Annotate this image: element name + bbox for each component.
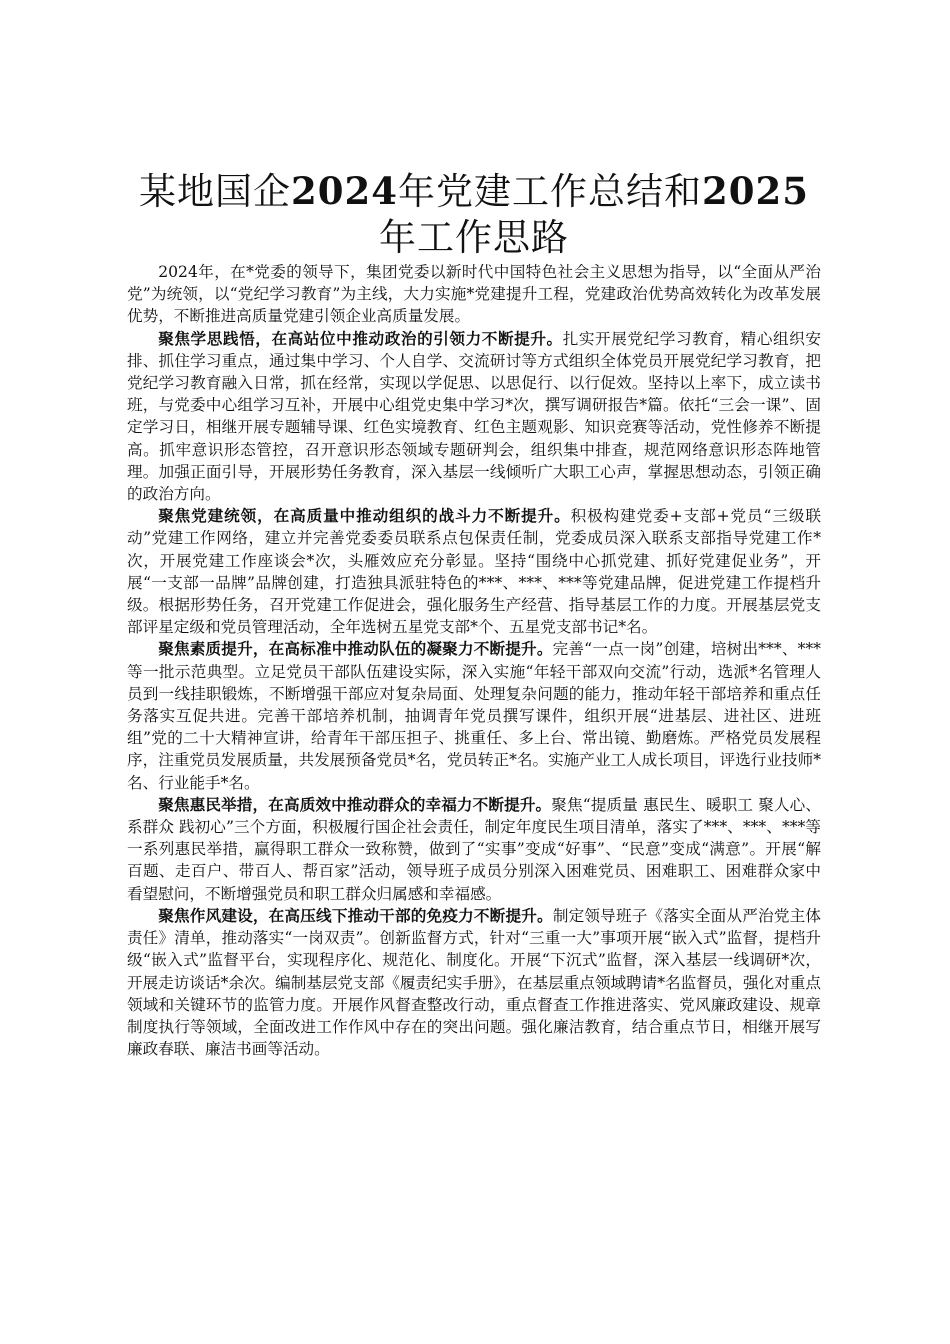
section-body-3: 完善“一点一岗”创建，培树出***、***等一批示范典型。立足党员干部队伍建设实际，深入实施“年轻干部双向交流”行动，选派*名管理人员到一线挂职锻炼，不断增强干部应对复杂局面、处理复杂问题的能力，推动年轻干部培养和重点任务落实互促共进。完善干部培养机制，抽调青年党员撰写课件，组织开展“进基层、进社区、进班组”党的二十大精神宣讲，给青年干部压担子、挑重任、多上台、常出镜、勤磨炼。严格党员发展程序，注重党员发展质量，共发展预备党员*名，党员转正*名。实施产业工人成长项目，评选行业技师*名、行业能手*名。	[127, 640, 821, 792]
section-heading-2: 聚焦党建统领，在高质量中推动组织的战斗力不断提升。	[158, 506, 571, 526]
section-body-2: 积极构建党委+支部+党员“三级联动”党建工作网络，建立并完善党委委员联系点包保责任制，党委成员深入联系支部指导党建工作*次，开展党建工作座谈会*次，头雁效应充分彰显。坚持“围绕中心抓党建、抓好党建促业务”，开展“一支部一品牌”品牌创建，打造独具派驻特色的***、***、***等党建品牌，促进党建工作提档升级。根据形势任务，召开党建工作促进会，强化服务生产经营、指导基层工作的力度。开展基层党支部评星定级和党员管理活动，全年选树五星党支部*个、五星党支部书记*名。	[127, 507, 821, 637]
section-heading-1: 聚焦学思践悟，在高站位中推动政治的引领力不断提升。	[158, 328, 563, 348]
section-body-5: 制定领导班子《落实全面从严治党主体责任》清单，推动落实“一岗双责”。创新监督方式，针对“三重一大”事项开展“嵌入式”监督，提档升级“嵌入式”监督平台，实现程序化、规范化、制度化。开展“下沉式”监督，深入基层一线调研*次，开展走访谈话*余次。编制基层党支部《履责纪实手册》，在基层重点领域聘请*名监督员，强化对重点领域和关键环节的监管力度。开展作风督查整改行动，重点督查工作推进落实、党风廉政建设、规章制度执行等领域，全面改进工作作风中存在的突出问题。强化廉洁教育，结合重点节日，相继开展写廉政春联、廉洁书画等活动。	[127, 906, 821, 1059]
section-body-4: 聚焦“提质量 惠民生、暖职工 聚人心、系群众 践初心”三个方面，积极履行国企社会责任，制定年度民生项目清单，落实了***、***、***等一系列惠民举措，赢得职工群众一致称赞，做到了“实事”变成“好事”、“民意”变成“满意”。开展“解百题、走百户、带百人、帮百家”活动，领导班子成员分别深入困难党员、困难职工、困难群众家中看望慰问，不断增强党员和职工群众归属感和幸福感。	[127, 795, 821, 903]
section-heading-3: 聚焦素质提升，在高标准中推动队伍的凝聚力不断提升。	[158, 639, 553, 659]
title-year-2024: 2024	[291, 169, 398, 213]
document-page	[127, 168, 821, 1060]
section-body-1: 扎实开展党纪学习教育，精心组织安排、抓住学习重点，通过集中学习、个人自学、交流研讨等方式组织全体党员开展党纪学习教育，把党纪学习教育融入日常，抓在经常，实现以学促思、以思促行、以行促效。坚持以上率下，成立读书班，与党委中心组学习互补，开展中心组党史集中学习*次，撰写调研报告*篇。依托“三会一课”、固定学习日，相继开展专题辅导课、红色实境教育、红色主题观影、知识竞赛等活动，党性修养不断提高。抓牢意识形态管控，召开意识形态领域专题研判会，组织集中排查，规范网络意识形态阵地管理。加强正面引导，开展形势任务教育，深入基层一线倾听广大职工心声，掌握思想动态，引领正确的政治方向。	[127, 329, 821, 504]
title-part-1: 某地国企	[139, 170, 292, 213]
section-heading-5: 聚焦作风建设，在高压线下推动干部的免疫力不断提升。	[158, 905, 553, 925]
section-paragraph-3	[127, 638, 821, 793]
title-year-2025: 2025	[702, 169, 809, 213]
intro-paragraph: 2024年，在*党委的领导下，集团党委以新时代中国特色社会主义思想为指导，以“全面从严治党”为统领，以“党纪学习教育”为主线，大力实施*党建提升工程，党建政治优势高效转化为改革发展优势，不断推进高质量党建引领企业高质量发展。	[127, 263, 821, 326]
section-paragraph-1	[127, 328, 821, 506]
document-title	[127, 168, 821, 261]
title-part-2: 年党建工作总结和	[398, 170, 702, 213]
title-part-3: 年工作思路	[379, 216, 569, 259]
section-paragraph-2	[127, 505, 821, 638]
section-paragraph-5	[127, 905, 821, 1060]
section-paragraph-4	[127, 794, 821, 905]
section-heading-4: 聚焦惠民举措，在高质效中推动群众的幸福力不断提升。	[158, 794, 552, 814]
